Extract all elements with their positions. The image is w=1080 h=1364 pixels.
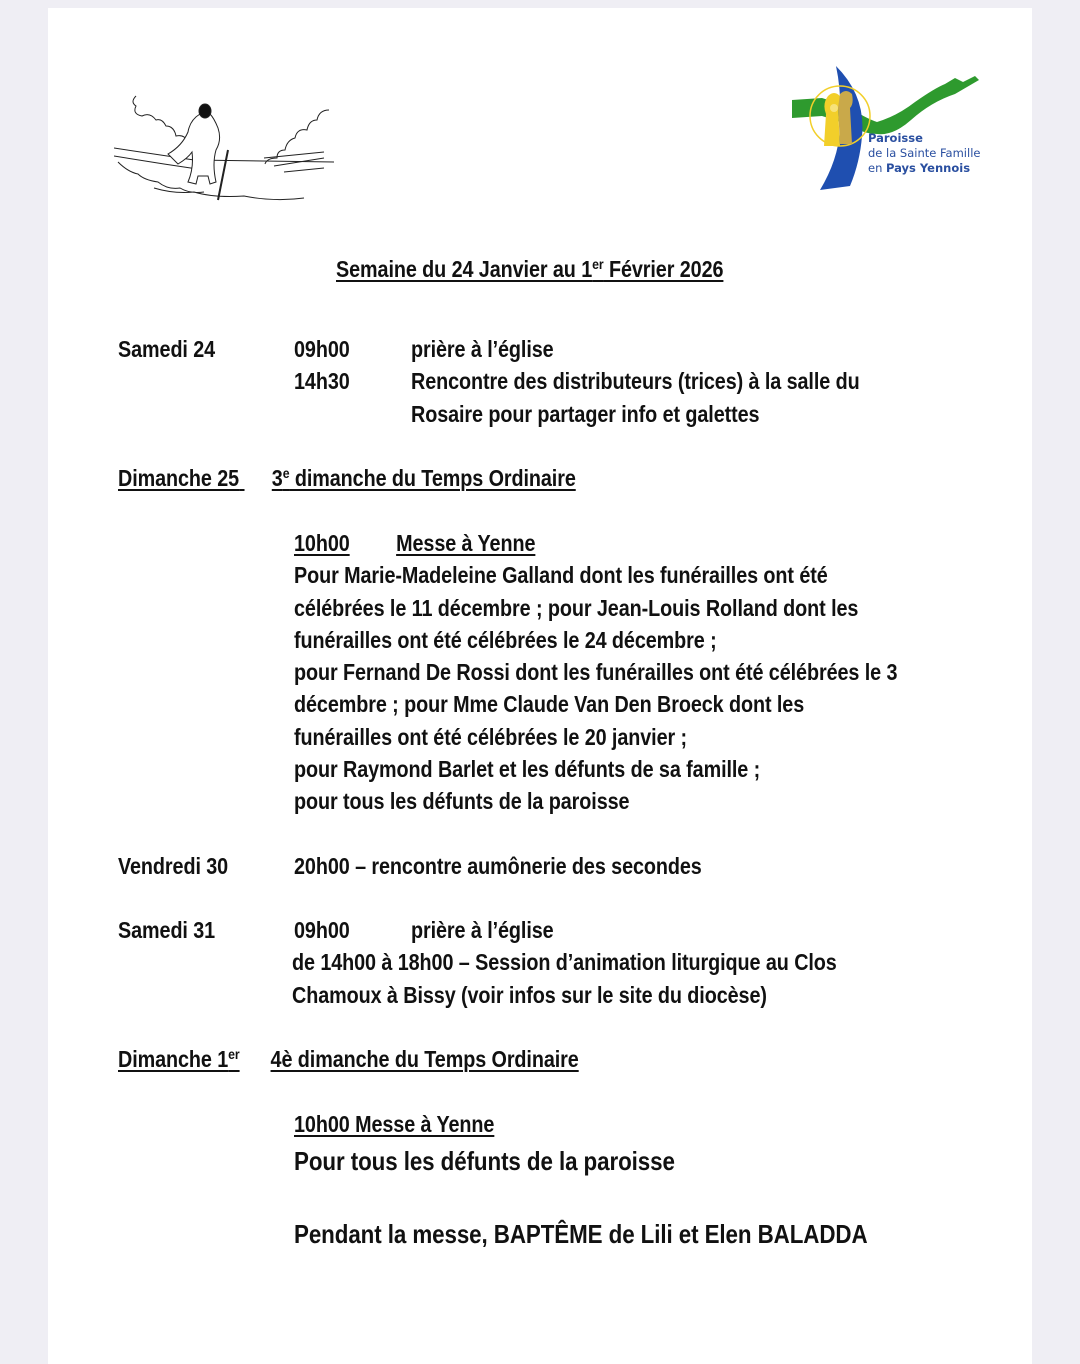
event-text: prière à l’église xyxy=(411,336,554,362)
intention-line: pour Raymond Barlet et les défunts de sa famille ; xyxy=(294,756,761,782)
intention-line: pour tous les défunts de la paroisse xyxy=(294,788,630,814)
logo-line-2: de la Sainte Famille xyxy=(868,146,981,160)
intention-line: pour Fernand De Rossi dont les funérailles ont été célébrées le 3 xyxy=(294,659,898,685)
intention-line: funérailles ont été célébrées le 20 janvier ; xyxy=(294,724,688,750)
day-label-samedi-31: Samedi 31 xyxy=(118,917,216,943)
intention-line: Pour Marie-Madeleine Galland dont les funérailles ont été xyxy=(294,562,828,588)
cloud-left xyxy=(133,96,188,144)
day-label-samedi-24: Samedi 24 xyxy=(118,336,216,362)
mass-heading: 10h00 Messe à Yenne xyxy=(294,530,536,556)
event-time: 14h30 xyxy=(294,368,350,394)
event-text: 20h00 – rencontre aumônerie des secondes xyxy=(294,853,702,879)
logo-text xyxy=(868,131,980,176)
intention-line: Pour tous les défunts de la paroisse xyxy=(294,1146,675,1176)
logo-green-band xyxy=(792,76,979,134)
day-label-vendredi-30: Vendredi 30 xyxy=(118,853,229,879)
event-text: prière à l’église xyxy=(411,917,554,943)
day-label-dimanche-1er: Dimanche 1er 4è dimanche du Temps Ordinaire xyxy=(118,1046,579,1072)
figure-robe xyxy=(168,114,220,184)
intention-line: célébrées le 11 décembre ; pour Jean-Louis Rolland dont les xyxy=(294,595,859,621)
page-title: Semaine du 24 Janvier au 1er Février 2026 xyxy=(336,256,724,282)
document-page xyxy=(48,8,1032,1364)
intention-line: décembre ; pour Mme Claude Van Den Broeck dont les xyxy=(294,691,805,717)
event-text-continued: Rosaire pour partager info et galettes xyxy=(411,401,760,427)
logo-holy-family xyxy=(824,93,841,146)
jesus-illustration xyxy=(114,92,336,202)
event-time: 09h00 xyxy=(294,336,350,362)
figure-head xyxy=(199,104,211,118)
event-time: 09h00 xyxy=(294,917,350,943)
staff xyxy=(218,150,228,200)
logo-line-1: Paroisse xyxy=(868,131,923,145)
baptism-note: Pendant la messe, BAPTÊME de Lili et Elen BALADDA xyxy=(294,1219,868,1249)
cloud-right xyxy=(265,110,329,164)
session-text: de 14h00 à 18h00 – Session d’animation liturgique au Clos xyxy=(292,949,837,975)
mass-heading: 10h00 Messe à Yenne xyxy=(294,1111,495,1137)
session-text-continued: Chamoux à Bissy (voir infos sur le site du diocèse) xyxy=(292,982,767,1008)
logo-line-3: en Pays Yennois xyxy=(868,161,971,175)
day-label-dimanche-25: Dimanche 25 3e dimanche du Temps Ordinaire xyxy=(118,465,576,491)
intention-line: funérailles ont été célébrées le 24 décembre ; xyxy=(294,627,717,653)
event-text: Rencontre des distributeurs (trices) à la salle du xyxy=(411,368,860,394)
